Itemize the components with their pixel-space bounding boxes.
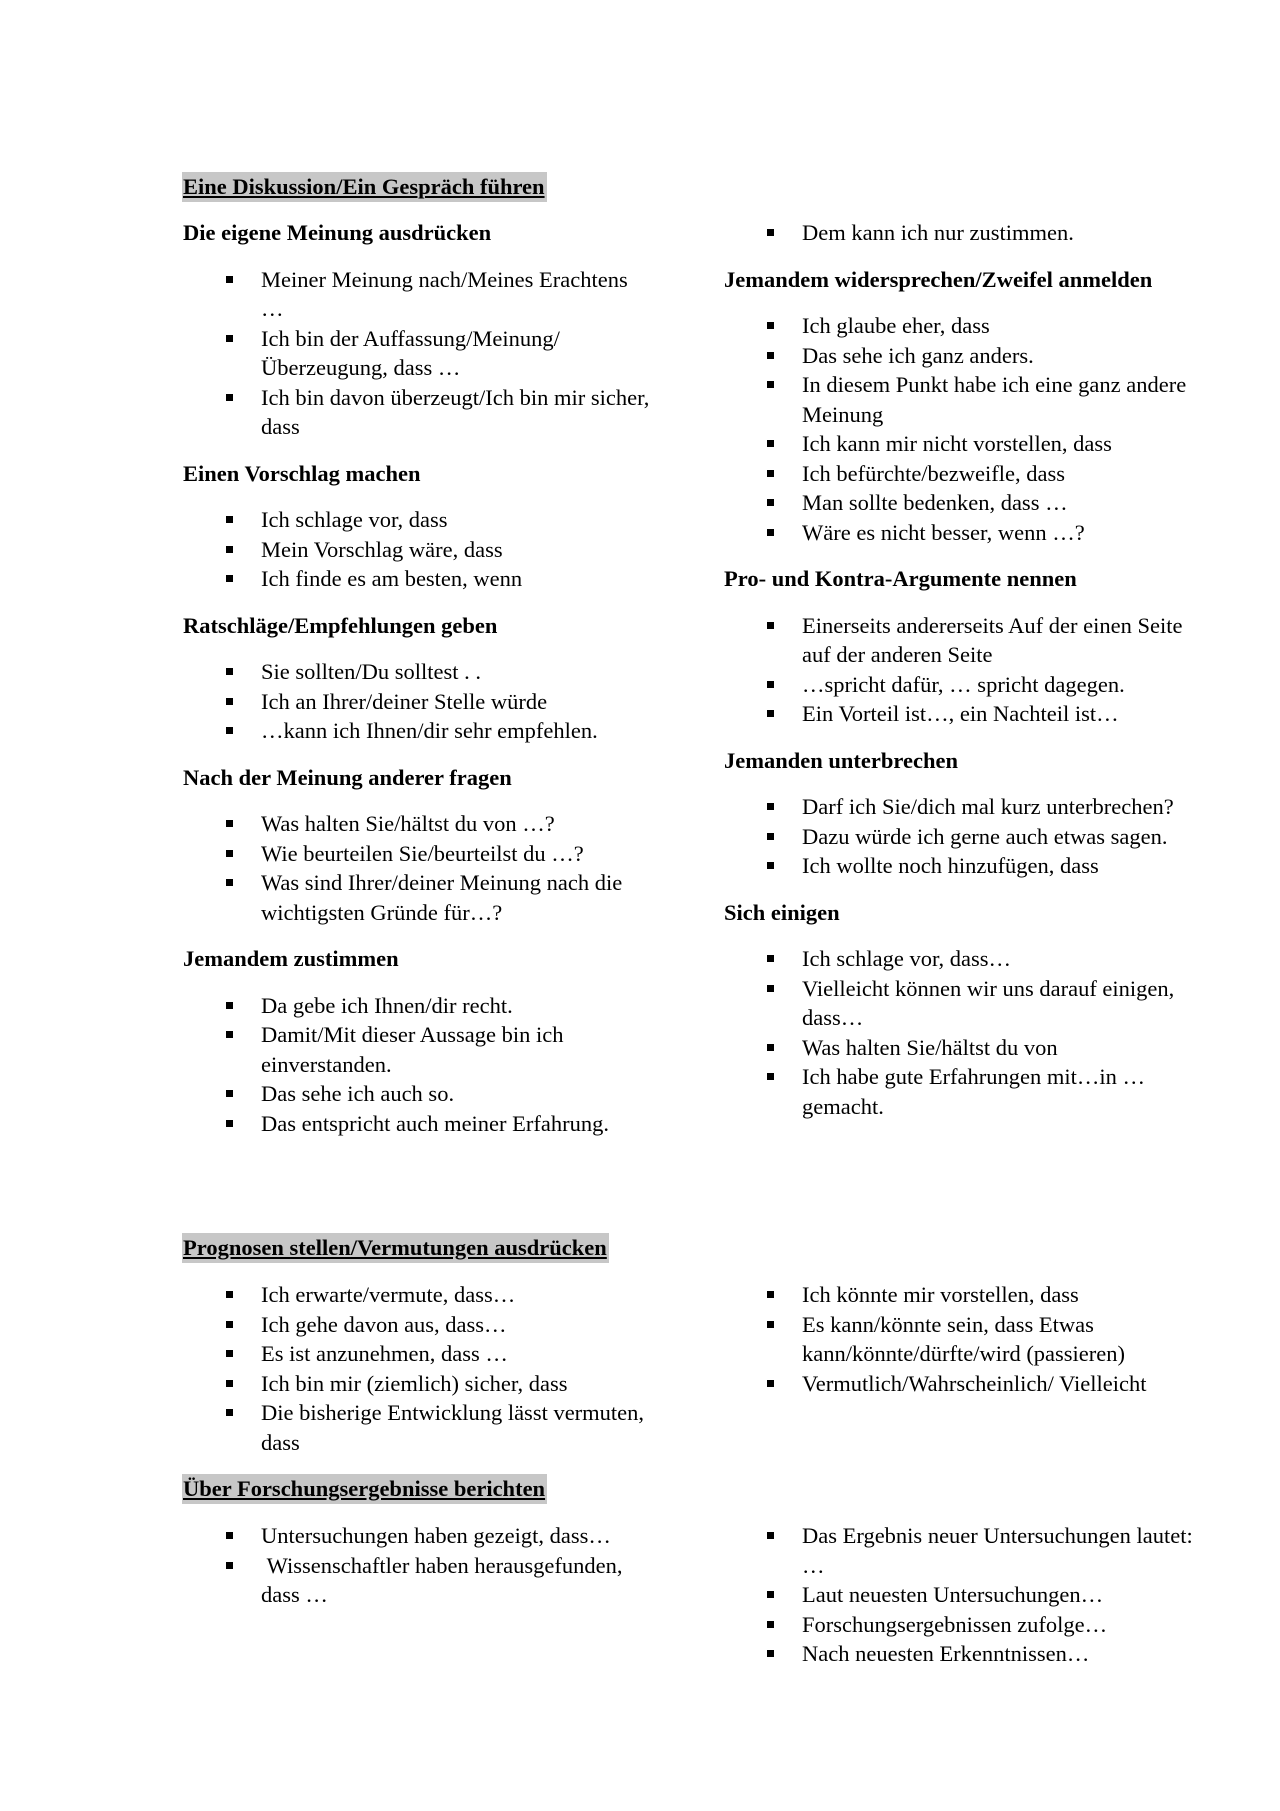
phrase-list: [724, 1280, 1204, 1398]
list-item: Ich erwarte/vermute, dass…: [183, 1280, 653, 1310]
phrase-list: [183, 265, 653, 442]
group-heading: Ratschläge/Empfehlungen geben: [183, 612, 498, 638]
list-item: …spricht dafür, … spricht dagegen.: [724, 670, 1204, 700]
prognosen-right-column: [724, 1280, 1204, 1415]
list-item: Das sehe ich ganz anders.: [724, 341, 1204, 371]
phrase-group: [724, 898, 1204, 1122]
list-item: Ich schlage vor, dass: [183, 505, 653, 535]
list-item: …kann ich Ihnen/dir sehr empfehlen.: [183, 716, 653, 746]
list-item: Es ist anzunehmen, dass …: [183, 1339, 653, 1369]
phrase-list: [724, 218, 1204, 248]
list-item: In diesem Punkt habe ich eine ganz andere Meinung: [724, 370, 1204, 429]
list-item: Dazu würde ich gerne auch etwas sagen.: [724, 822, 1204, 852]
phrase-group: [183, 459, 653, 594]
group-heading: Die eigene Meinung ausdrücken: [183, 220, 492, 245]
list-item: Was halten Sie/hältst du von …?: [183, 809, 653, 839]
forschung-right-column: [724, 1521, 1204, 1686]
phrase-list: [724, 1521, 1204, 1669]
list-item: Ich gehe davon aus, dass…: [183, 1310, 653, 1340]
list-item: Mein Vorschlag wäre, dass: [183, 535, 653, 565]
phrase-list: [724, 944, 1204, 1121]
forschung-left-column: [183, 1521, 653, 1627]
list-item: Es kann/könnte sein, dass Etwas kann/könnte/dürfte/wird (passieren): [724, 1310, 1204, 1369]
phrase-group: [724, 564, 1204, 729]
list-item: Ich habe gute Erfahrungen mit…in … gemacht.: [724, 1062, 1204, 1121]
phrase-list: [183, 991, 653, 1139]
list-item: Nach neuesten Erkenntnissen…: [724, 1639, 1204, 1669]
list-item: Ich finde es am besten, wenn: [183, 564, 653, 594]
list-item: Ich schlage vor, dass…: [724, 944, 1204, 974]
phrase-list: [724, 611, 1204, 729]
phrase-list: [183, 505, 653, 594]
list-item: Darf ich Sie/dich mal kurz unterbrechen?: [724, 792, 1204, 822]
list-item: Ich bin mir (ziemlich) sicher, dass: [183, 1369, 653, 1399]
list-item: Einerseits andererseits Auf der einen Seite auf der anderen Seite: [724, 611, 1204, 670]
list-item: Damit/Mit dieser Aussage bin ich einverstanden.: [183, 1020, 653, 1079]
list-item: Man sollte bedenken, dass …: [724, 488, 1204, 518]
section-title-discussion: Eine Diskussion/Ein Gespräch führen: [182, 172, 547, 202]
discussion-left-column: [183, 218, 653, 1155]
group-heading: Jemandem widersprechen/Zweifel anmelden: [724, 266, 1153, 292]
group-heading: Einen Vorschlag machen: [183, 460, 421, 486]
list-item: Vielleicht können wir uns darauf einigen, dass…: [724, 974, 1204, 1033]
group-heading: Jemandem zustimmen: [183, 946, 399, 971]
phrase-list: [724, 311, 1204, 547]
list-item: Was sind Ihrer/deiner Meinung nach die wichtigsten Gründe für…?: [183, 868, 653, 927]
list-item: Vermutlich/Wahrscheinlich/ Vielleicht: [724, 1369, 1204, 1399]
list-item: Forschungsergebnissen zufolge…: [724, 1610, 1204, 1640]
discussion-right-column: [724, 218, 1204, 1138]
phrase-group: [724, 265, 1204, 548]
list-item: Das sehe ich auch so.: [183, 1079, 653, 1109]
list-item: Meiner Meinung nach/Meines Erachtens …: [183, 265, 653, 324]
list-item: Dem kann ich nur zustimmen.: [724, 218, 1204, 248]
list-item: Ich glaube eher, dass: [724, 311, 1204, 341]
group-heading: Sich einigen: [724, 899, 840, 925]
list-item: Ich wollte noch hinzufügen, dass: [724, 851, 1204, 881]
phrase-list: [724, 792, 1204, 881]
list-item: Ich bin davon überzeugt/Ich bin mir sicher, dass: [183, 383, 653, 442]
section-title-prognosen: Prognosen stellen/Vermutungen ausdrücken: [182, 1233, 609, 1263]
list-item: Da gebe ich Ihnen/dir recht.: [183, 991, 653, 1021]
list-item: Ich kann mir nicht vorstellen, dass: [724, 429, 1204, 459]
list-item: Was halten Sie/hältst du von: [724, 1033, 1204, 1063]
phrase-group: [183, 763, 653, 928]
phrase-list: [183, 657, 653, 746]
list-item: Wäre es nicht besser, wenn …?: [724, 518, 1204, 548]
group-heading: Jemanden unterbrechen: [724, 747, 958, 773]
phrase-group: [183, 944, 653, 1138]
list-item: Ich bin der Auffassung/Meinung/Überzeugung, dass …: [183, 324, 653, 383]
group-heading: Nach der Meinung anderer fragen: [183, 764, 512, 790]
phrase-list: [183, 1521, 653, 1610]
phrase-group: [183, 611, 653, 746]
list-item: Die bisherige Entwicklung lässt vermuten, dass: [183, 1398, 653, 1457]
list-item: Ich befürchte/bezweifle, dass: [724, 459, 1204, 489]
list-item: Ich an Ihrer/deiner Stelle würde: [183, 687, 653, 717]
list-item: Das Ergebnis neuer Untersuchungen lautet: …: [724, 1521, 1204, 1580]
phrase-list: [183, 809, 653, 927]
list-item: Sie sollten/Du solltest . .: [183, 657, 653, 687]
phrase-group: [724, 746, 1204, 881]
phrase-list: [183, 1280, 653, 1457]
list-item: Ein Vorteil ist…, ein Nachteil ist…: [724, 699, 1204, 729]
section-title-forschung: Über Forschungsergebnisse berichten: [182, 1474, 547, 1504]
list-item: Wissenschaftler haben herausgefunden, dass …: [183, 1551, 653, 1610]
list-item: Das entspricht auch meiner Erfahrung.: [183, 1109, 653, 1139]
list-item: Untersuchungen haben gezeigt, dass…: [183, 1521, 653, 1551]
list-item: Ich könnte mir vorstellen, dass: [724, 1280, 1204, 1310]
list-item: Wie beurteilen Sie/beurteilst du …?: [183, 839, 653, 869]
prognosen-left-column: [183, 1280, 653, 1474]
group-heading: Pro- und Kontra-Argumente nennen: [724, 566, 1077, 591]
list-item: Laut neuesten Untersuchungen…: [724, 1580, 1204, 1610]
phrase-group: [183, 218, 653, 442]
